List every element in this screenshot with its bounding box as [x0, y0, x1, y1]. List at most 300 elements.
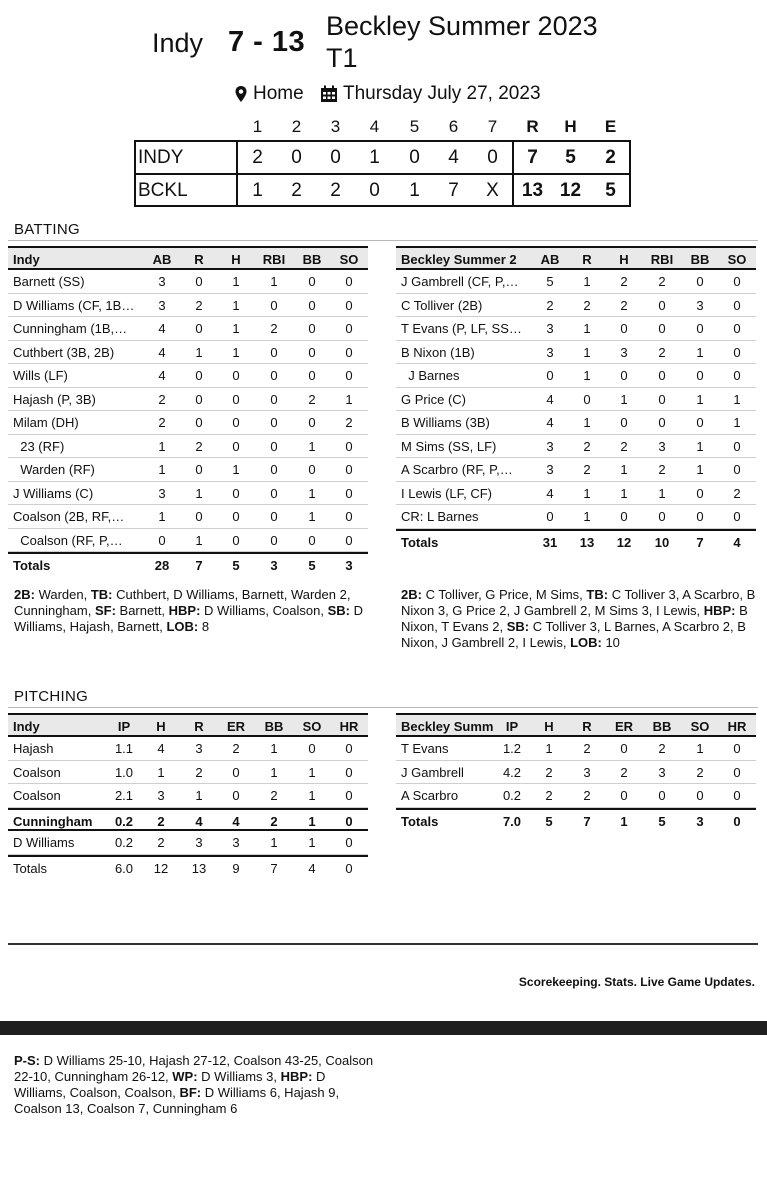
stat-cell: 0: [733, 297, 741, 313]
stat-cell: 0: [658, 321, 666, 336]
stat-cell: 1: [620, 391, 628, 407]
stat-cell: 2: [620, 274, 628, 289]
totals-cell: 31: [542, 534, 558, 550]
table-row: [8, 411, 368, 435]
note-text: C Tolliver 3, A Scarbro, B Nixon 3, G Price 2, J Gambrell 2, M Sims 3, I Lewis,: [401, 587, 756, 618]
table-header: [8, 713, 368, 737]
stat-cell: 0: [195, 391, 203, 407]
stat-cell: 1: [195, 788, 203, 803]
note-key: WP:: [172, 1069, 198, 1084]
note-text: D Williams 3,: [197, 1069, 281, 1084]
stat-cell: 0: [232, 415, 240, 430]
player-name[interactable]: Cunningham: [13, 813, 93, 829]
totals-cell: 7: [583, 813, 591, 829]
stat-cell: 0: [345, 532, 353, 548]
note-text: 8: [198, 619, 210, 634]
player-name[interactable]: Warden (RF): [13, 462, 95, 477]
inning-header: 7: [487, 117, 498, 136]
stat-cell: 0: [696, 509, 704, 524]
stat-cell: 0: [658, 509, 666, 524]
stat-cell: 4: [546, 391, 554, 407]
player-name[interactable]: J Gambrell (CF, P,…: [401, 274, 519, 289]
stat-cell: 2: [270, 321, 278, 336]
linescore-cell: 0: [487, 147, 498, 168]
stat-cell: 1: [696, 462, 704, 477]
stat-cell: 1: [696, 344, 704, 360]
totals-cell: 12: [616, 534, 632, 550]
totals-label: Totals: [401, 534, 439, 550]
player-name[interactable]: B Williams (3B): [401, 415, 490, 430]
table-header: [396, 246, 756, 270]
stat-cell: 1: [620, 462, 628, 477]
date-text: Thursday July 27, 2023: [343, 83, 541, 104]
inning-header: 1: [252, 117, 263, 136]
stat-cell: 0: [195, 509, 203, 524]
game-date: [320, 83, 541, 105]
stat-cell: 0: [308, 297, 316, 313]
player-name[interactable]: J Williams (C): [13, 485, 94, 501]
stat-cell: 0: [195, 274, 203, 289]
note-text: D Williams 6, Hajash 9, Coalson 13, Coalson 7, Cunningham 6: [14, 1085, 340, 1116]
note-key: BF:: [179, 1085, 202, 1100]
team-column-header: Beckley Summ: [401, 719, 494, 734]
stat-cell: 1: [620, 485, 628, 501]
stat-cell: 0: [308, 274, 316, 289]
stat-cell: 0: [345, 509, 353, 524]
stat-cell: 0: [696, 415, 704, 430]
stat-cell: 0: [270, 297, 278, 313]
stat-column-header: H: [231, 252, 241, 267]
note-text: D Williams, Coalson, Coalson,: [14, 1069, 326, 1100]
player-name[interactable]: 23 (RF): [13, 438, 65, 454]
note-key: LOB:: [570, 635, 602, 650]
stat-cell: 4: [232, 813, 240, 829]
linescore-divider: [629, 175, 631, 205]
stat-cell: 0: [620, 415, 628, 430]
stat-cell: 0: [345, 344, 353, 360]
stat-cell: 1.1: [114, 741, 134, 756]
totals-cell: 4: [308, 860, 316, 876]
player-name[interactable]: Coalson (2B, RF,…: [13, 509, 125, 524]
table-row: [8, 341, 368, 365]
stat-cell: 0: [620, 368, 628, 383]
stat-cell: 3: [157, 788, 165, 803]
table-header: [8, 246, 368, 270]
linescore-header: [134, 112, 631, 140]
game-meta: [0, 83, 767, 107]
stat-cell: 2: [658, 741, 666, 756]
stat-cell: 0: [308, 741, 316, 756]
stat-cell: 0: [232, 532, 240, 548]
note-key: TB:: [90, 587, 113, 602]
section-divider: [8, 707, 758, 708]
stat-cell: 1: [308, 485, 316, 501]
stat-cell: 1: [308, 788, 316, 803]
stat-cell: 2: [195, 438, 203, 454]
stat-cell: 0: [195, 368, 203, 383]
game-header: [0, 0, 767, 80]
stat-cell: 0: [308, 344, 316, 360]
table-row: [8, 458, 368, 482]
note-text: Warden,: [34, 587, 91, 602]
stat-cell: 2: [583, 741, 591, 756]
stat-cell: 2: [583, 462, 591, 477]
stat-cell: 0: [733, 321, 741, 336]
stat-cell: 1: [696, 741, 704, 756]
table-row: [396, 482, 756, 506]
stat-cell: 2: [696, 764, 704, 780]
stat-cell: 0.2: [114, 835, 134, 850]
stat-cell: 0: [195, 415, 203, 430]
stat-cell: 3: [195, 741, 203, 756]
player-name[interactable]: T Evans: [401, 741, 449, 756]
batting-notes-beckley: [401, 587, 757, 651]
stat-column-header: RBI: [262, 252, 286, 267]
note-text: D Williams, Hajash, Barnett,: [14, 603, 363, 634]
game-location: [233, 83, 304, 105]
stat-cell: 2: [733, 485, 741, 501]
stat-column-header: R: [194, 719, 204, 734]
inning-header: 4: [369, 117, 380, 136]
totals-cell: 0: [733, 813, 741, 829]
stat-cell: 0: [696, 321, 704, 336]
stat-cell: 4: [158, 344, 166, 360]
table-row: [8, 808, 368, 832]
stat-cell: 1.0: [114, 764, 134, 780]
stat-cell: 2: [583, 788, 591, 803]
stat-cell: 3: [546, 462, 554, 477]
inning-header: 2: [291, 117, 302, 136]
player-name[interactable]: CR: L Barnes: [401, 509, 479, 524]
totals-cell: 5: [232, 558, 240, 573]
stat-cell: 1: [696, 438, 704, 454]
stat-cell: 1: [232, 274, 240, 289]
linescore-cell: 12: [559, 180, 582, 201]
pitching-footnotes: [14, 1053, 374, 1117]
stat-cell: 0: [232, 438, 240, 454]
table-row: [396, 411, 756, 435]
stat-cell: 0: [232, 764, 240, 780]
stat-cell: 0: [345, 274, 353, 289]
note-key: SB:: [506, 619, 530, 634]
totals-cell: 4: [733, 534, 741, 550]
player-name[interactable]: J Barnes: [401, 368, 460, 383]
linescore-row: [134, 173, 631, 207]
stat-cell: 2: [583, 297, 591, 313]
stat-cell: 0: [308, 321, 316, 336]
pitching-table-beckley: [396, 713, 756, 831]
player-name[interactable]: J Gambrell: [401, 764, 464, 780]
table-row: [396, 458, 756, 482]
stat-cell: 0: [696, 368, 704, 383]
stat-cell: 2.1: [114, 788, 134, 803]
stat-cell: 1: [270, 764, 278, 780]
linescore-divider: [512, 175, 514, 205]
table-row: [396, 435, 756, 459]
stat-cell: 1: [308, 509, 316, 524]
stat-cell: 3: [620, 344, 628, 360]
totals-row: [396, 529, 756, 553]
player-name[interactable]: B Nixon (1B): [401, 344, 475, 360]
player-name[interactable]: Wills (LF): [13, 368, 68, 383]
player-name[interactable]: M Sims (SS, LF): [401, 438, 497, 454]
player-name[interactable]: Cuthbert (3B, 2B): [13, 344, 115, 360]
totals-cell: 5: [545, 813, 553, 829]
linescore-cell: 0: [291, 147, 302, 168]
linescore-team: BCKL: [138, 180, 188, 201]
stat-cell: 0: [270, 368, 278, 383]
linescore-cell: 1: [369, 147, 380, 168]
stat-column-header: BB: [690, 252, 710, 267]
player-name[interactable]: Milam (DH): [13, 415, 79, 430]
stat-cell: 0: [620, 741, 628, 756]
linescore-cell: 7: [448, 180, 459, 201]
player-name[interactable]: Hajash (P, 3B): [13, 391, 96, 407]
player-name[interactable]: Coalson: [13, 788, 61, 803]
stat-column-header: AB: [540, 252, 560, 267]
linescore-cell: 13: [521, 180, 544, 201]
linescore-cell: 4: [448, 147, 459, 168]
calendar-icon: [320, 85, 338, 103]
linescore-cell: 1: [409, 180, 420, 201]
stat-cell: 0: [345, 485, 353, 501]
inning-header: 3: [330, 117, 341, 136]
totals-cell: 9: [232, 860, 240, 876]
stat-cell: 1: [195, 532, 203, 548]
stat-cell: 0: [583, 391, 591, 407]
stat-column-header: R: [194, 252, 204, 267]
table-row: [8, 388, 368, 412]
stat-cell: 0: [658, 391, 666, 407]
location-pin-icon: [233, 85, 249, 103]
stat-column-header: H: [619, 252, 629, 267]
stat-cell: 1: [696, 391, 704, 407]
stat-cell: 0: [696, 485, 704, 501]
totals-cell: 5: [658, 813, 666, 829]
stat-cell: 1: [157, 764, 165, 780]
stat-cell: 2: [195, 764, 203, 780]
player-name[interactable]: Coalson: [13, 764, 61, 780]
stat-cell: 0: [345, 297, 353, 313]
note-text: C Tolliver 3, L Barnes, A Scarbro 2, B Nixon, J Gambrell 2, I Lewis,: [401, 619, 746, 650]
totals-cell: 7: [270, 860, 278, 876]
inning-header: 5: [409, 117, 420, 136]
table-row: [396, 317, 756, 341]
note-key: HBP:: [168, 603, 201, 618]
stat-cell: 1: [583, 415, 591, 430]
stat-cell: 4: [158, 321, 166, 336]
note-key: 2B:: [14, 587, 35, 602]
note-text: D Williams 25-10, Hajash 27-12, Coalson 43-25, Coalson 22-10, Cunningham 26-12,: [14, 1053, 374, 1084]
table-row: [8, 737, 368, 761]
linescore-cell: 5: [605, 180, 616, 201]
table-row: [8, 761, 368, 785]
linescore-table: [134, 112, 631, 207]
stat-column-header: R: [582, 719, 592, 734]
stat-cell: 1: [270, 274, 278, 289]
player-name[interactable]: T Evans (P, LF, SS…: [401, 321, 522, 336]
player-name[interactable]: Hajash: [13, 741, 54, 756]
linescore-cell: 7: [527, 147, 538, 168]
stat-cell: 1: [270, 835, 278, 850]
player-name[interactable]: I Lewis (LF, CF): [401, 485, 493, 501]
stat-cell: 0: [733, 788, 741, 803]
totals-label: Totals: [401, 813, 439, 829]
table-row: [8, 505, 368, 529]
stat-cell: 0: [658, 297, 666, 313]
stat-column-header: R: [582, 252, 592, 267]
inning-header: 6: [448, 117, 459, 136]
totals-label: Totals: [13, 558, 51, 573]
stat-cell: 0: [733, 764, 741, 780]
stat-cell: 3: [158, 485, 166, 501]
table-row: [396, 761, 756, 785]
stat-cell: 0.2: [502, 788, 522, 803]
stat-cell: 0: [733, 741, 741, 756]
stat-cell: 1: [658, 485, 666, 501]
stat-column-header: H: [156, 719, 166, 734]
batting-section-title: BATTING: [14, 221, 80, 238]
stat-cell: 1: [308, 813, 316, 829]
totals-cell: 6.0: [114, 860, 134, 876]
stat-cell: 2: [308, 391, 316, 407]
player-name[interactable]: A Scarbro: [401, 788, 459, 803]
player-name[interactable]: C Tolliver (2B): [401, 297, 483, 313]
linescore-divider: [134, 142, 136, 173]
player-name[interactable]: Cunningham (1B,…: [13, 321, 128, 336]
stat-cell: 0: [308, 532, 316, 548]
inning-header: R: [526, 117, 539, 136]
stat-cell: 0: [195, 462, 203, 477]
stat-cell: 1: [583, 344, 591, 360]
stat-cell: 1: [733, 391, 741, 407]
stat-cell: 2: [620, 297, 628, 313]
stat-cell: 2: [546, 297, 554, 313]
stat-cell: 1: [270, 741, 278, 756]
stat-column-header: SO: [727, 252, 747, 267]
stat-cell: 0: [733, 274, 741, 289]
player-name[interactable]: A Scarbro (RF, P,…: [401, 462, 513, 477]
stat-column-header: RBI: [650, 252, 674, 267]
away-team-name: Beckley Summer 2023 T1: [326, 11, 598, 73]
table-header: [396, 713, 756, 737]
stat-cell: 0: [696, 788, 704, 803]
stat-cell: 0: [345, 788, 353, 803]
stat-cell: 0: [270, 438, 278, 454]
stat-cell: 0: [345, 741, 353, 756]
stat-cell: 3: [232, 835, 240, 850]
stat-cell: 2: [545, 764, 553, 780]
stat-cell: 0: [733, 462, 741, 477]
stat-column-header: SO: [302, 719, 322, 734]
stat-cell: 4: [546, 415, 554, 430]
stat-cell: 1: [345, 391, 353, 407]
stat-cell: 0: [345, 813, 353, 829]
player-name[interactable]: D Williams: [13, 835, 75, 850]
player-name[interactable]: Barnett (SS): [13, 274, 85, 289]
stat-cell: 2: [583, 438, 591, 454]
totals-cell: 10: [654, 534, 670, 550]
location-text: Home: [253, 83, 304, 104]
stat-cell: 2: [270, 813, 278, 829]
home-team-name: Indy: [152, 28, 204, 58]
stat-cell: 2: [157, 813, 165, 829]
stat-cell: 0: [733, 368, 741, 383]
stat-cell: 0: [620, 509, 628, 524]
totals-cell: 3: [345, 558, 353, 573]
linescore-cell: X: [486, 180, 499, 201]
table-row: [8, 364, 368, 388]
player-name[interactable]: Coalson (RF, P,…: [13, 532, 123, 548]
note-key: LOB:: [166, 619, 199, 634]
stat-cell: 1: [232, 462, 240, 477]
totals-cell: 7.0: [502, 813, 522, 829]
stat-cell: 3: [696, 297, 704, 313]
note-text: B Nixon, T Evans 2,: [401, 603, 748, 634]
linescore-cell: 1: [252, 180, 263, 201]
table-row: [396, 784, 756, 808]
totals-cell: 7: [195, 558, 203, 573]
stat-cell: 0: [270, 485, 278, 501]
linescore-divider: [629, 142, 631, 173]
batting-notes-indy: [14, 587, 374, 635]
page-divider: [8, 943, 758, 945]
stat-cell: 1: [733, 415, 741, 430]
stat-cell: 0: [308, 368, 316, 383]
table-row: [8, 317, 368, 341]
inning-header: E: [604, 117, 617, 136]
stat-cell: 0: [733, 438, 741, 454]
tagline: Scorekeeping. Stats. Live Game Updates.: [518, 975, 755, 989]
table-row: [8, 831, 368, 855]
note-key: P-S:: [14, 1053, 40, 1068]
table-row: [8, 294, 368, 318]
stat-cell: 0: [733, 509, 741, 524]
linescore-cell: 2: [252, 147, 263, 168]
stat-column-header: BB: [302, 252, 322, 267]
stat-cell: 0: [345, 764, 353, 780]
stat-cell: 1: [545, 741, 553, 756]
note-text: D Williams, Coalson,: [200, 603, 328, 618]
stat-cell: 4: [158, 368, 166, 383]
stat-cell: 1.2: [502, 741, 522, 756]
stat-cell: 0: [658, 415, 666, 430]
team-column-header: Indy: [13, 719, 40, 734]
stat-column-header: BB: [264, 719, 284, 734]
stat-cell: 2: [195, 297, 203, 313]
stat-cell: 0: [620, 321, 628, 336]
stat-cell: 5: [546, 274, 554, 289]
linescore-divider: [134, 175, 136, 205]
stat-cell: 2: [157, 835, 165, 850]
stat-cell: 2: [620, 438, 628, 454]
team-column-header: Beckley Summer 2: [401, 252, 517, 267]
linescore-cell: 0: [330, 147, 341, 168]
stat-cell: 0: [658, 368, 666, 383]
stat-cell: 2: [658, 344, 666, 360]
player-name[interactable]: D Williams (CF, 1B…: [13, 297, 135, 313]
stat-cell: 1: [308, 438, 316, 454]
stat-column-header: HR: [339, 719, 359, 734]
note-text: Cuthbert, D Williams, Barnett, Warden 2, Cunningham,: [14, 587, 351, 618]
player-name[interactable]: G Price (C): [401, 391, 466, 407]
stat-cell: 0: [232, 391, 240, 407]
linescore-divider: [512, 142, 514, 173]
stat-cell: 4: [157, 741, 165, 756]
stat-column-header: SO: [690, 719, 710, 734]
note-key: HBP:: [280, 1069, 313, 1084]
stat-cell: 0: [270, 462, 278, 477]
